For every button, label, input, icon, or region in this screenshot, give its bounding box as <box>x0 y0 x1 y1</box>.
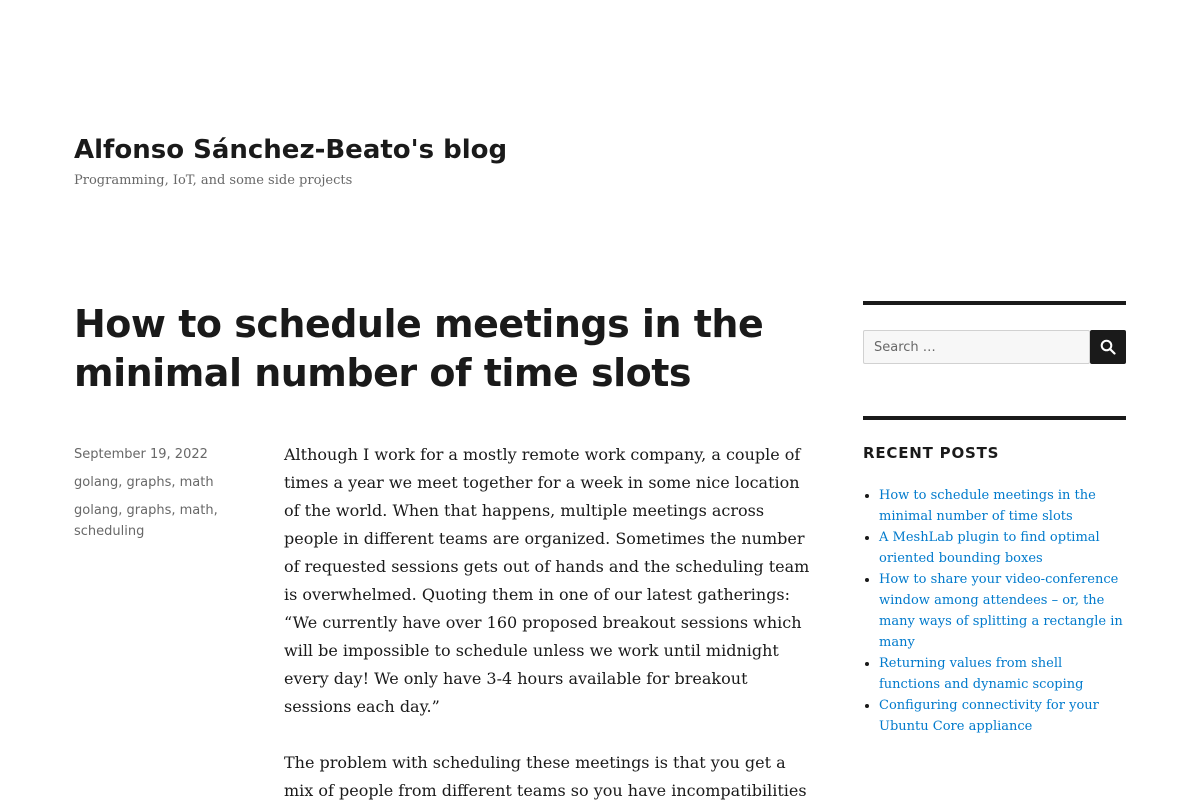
post-content <box>284 441 814 800</box>
post-date[interactable]: September 19, 2022 <box>74 447 208 462</box>
search-input[interactable] <box>863 330 1090 364</box>
post-paragraph: The problem with scheduling these meetings is that you get a mix of people from different teams so you have incompatibilities <box>284 753 807 800</box>
list-item <box>879 653 1126 695</box>
post-categories <box>74 472 234 493</box>
post-tags-links[interactable]: golang, graphs, math, scheduling <box>74 503 218 539</box>
search-icon <box>1100 339 1116 355</box>
recent-posts-title: RECENT POSTS <box>863 444 1000 462</box>
list-item <box>879 695 1126 737</box>
post-title: How to schedule meetings in the minimal number of time slots <box>74 302 764 395</box>
sidebar <box>863 301 1126 734</box>
recent-post-link[interactable]: Returning values from shell functions and dynamic scoping <box>879 656 1084 692</box>
search-widget <box>863 301 1126 360</box>
site-title[interactable]: Alfonso Sánchez-Beato's blog <box>74 135 508 165</box>
recent-post-link[interactable]: Configuring connectivity for your Ubuntu Core appliance <box>879 698 1099 734</box>
post-paragraph: Although I work for a mostly remote work company, a couple of times a year we meet together for a week in some nice location of the world. When that happens, multiple meetings across people in different teams are organized. Sometimes the number of requested sessions gets out of hands and the scheduling team is overwhelmed. Quoting them in one of our latest gatherings: “We currently have over 160 proposed breakout sessions which will be impossible to schedule unless we work until midnight every day! We only have 3-4 hours available for breakout sessions each day.” <box>284 445 810 716</box>
list-item <box>879 569 1126 653</box>
post-categories-links[interactable]: golang, graphs, math <box>74 475 214 490</box>
search-button[interactable] <box>1090 330 1126 364</box>
site-description: Programming, IoT, and some side projects <box>74 173 353 188</box>
recent-post-link[interactable]: How to share your video-conference window among attendees – or, the many ways of splitting a rectangle in many <box>879 572 1123 650</box>
post-tags <box>74 500 234 542</box>
recent-post-link[interactable]: How to schedule meetings in the minimal number of time slots <box>879 488 1096 524</box>
recent-posts-list <box>863 485 1126 737</box>
post-date-block <box>74 444 234 465</box>
list-item <box>879 485 1126 527</box>
list-item <box>879 527 1126 569</box>
recent-post-link[interactable]: A MeshLab plugin to find optimal oriented bounding boxes <box>879 530 1100 566</box>
post-meta <box>74 444 234 549</box>
recent-posts-widget <box>863 416 1126 737</box>
